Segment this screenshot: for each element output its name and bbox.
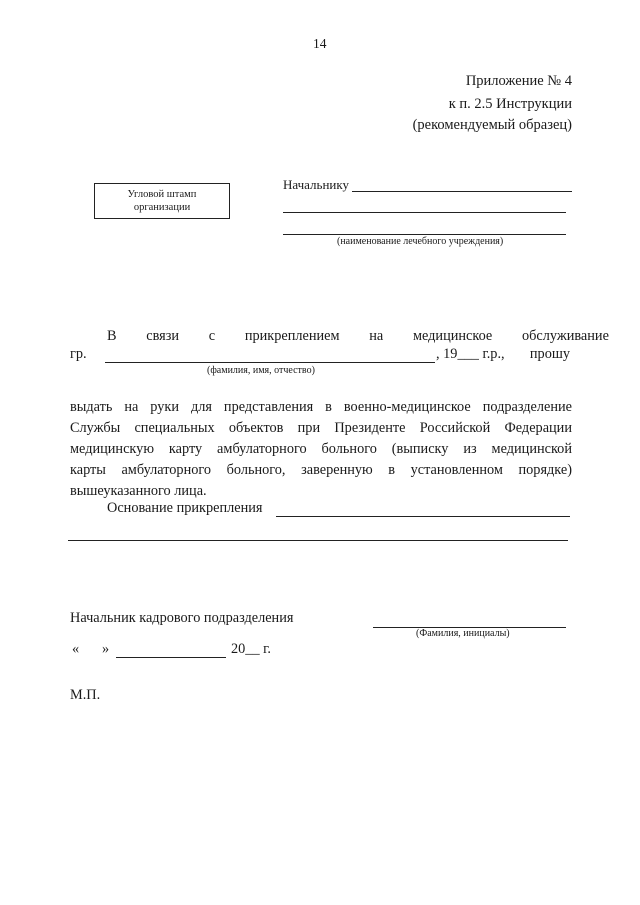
date-month-line[interactable] [116, 657, 226, 658]
word-7: обслуживание [521, 328, 609, 344]
citizen-prefix: гр. [70, 346, 87, 362]
request-first-line [107, 326, 609, 347]
citizen-name-line[interactable] [105, 362, 435, 363]
addressee-label: Начальнику [283, 177, 350, 192]
page-number: 14 [313, 36, 327, 51]
date-open-quote: « [72, 641, 80, 657]
body-line-5: вышеуказанного лица. [70, 483, 207, 499]
request-verb: прошу [529, 346, 570, 362]
appendix-note: (рекомендуемый образец) [412, 117, 572, 133]
signer-title: Начальник кадрового подразделения [70, 610, 294, 626]
word-3: с [208, 328, 216, 344]
word-4: прикреплением [244, 328, 340, 344]
basis-line-1[interactable] [276, 516, 570, 517]
word-6: медицинское [412, 328, 493, 344]
word-2: связи [146, 328, 180, 344]
date-year: 20__ г. [231, 641, 271, 657]
word-5: на [369, 328, 384, 344]
body-line-2: Службы специальных объектов при Президенте Российской Федерации [70, 420, 572, 436]
addressee-caption: (наименование лечебного учреждения) [337, 236, 504, 247]
basis-label: Основание прикрепления [107, 500, 263, 516]
addressee-line-2[interactable] [283, 212, 566, 213]
word-1: В [107, 328, 117, 344]
appendix-title: Приложение № 4 [465, 73, 572, 89]
corner-stamp-box [94, 183, 230, 219]
signer-name-caption: (Фамилия, инициалы) [416, 628, 510, 639]
birth-year-text: , 19___ г.р., [436, 346, 505, 362]
body-line-3: медицинскую карту амбулаторного больного (выписку из медицинской [70, 441, 572, 457]
stamp-line-2: организации [133, 202, 191, 213]
appendix-reference: к п. 2.5 Инструкции [448, 96, 572, 112]
addressee-line-1[interactable] [352, 191, 572, 192]
addressee-line-3[interactable] [283, 234, 566, 235]
citizen-name-caption: (фамилия, имя, отчество) [207, 365, 315, 376]
stamp-line-1: Угловой штамп [127, 189, 197, 200]
seal-place: М.П. [70, 687, 101, 703]
body-line-1: выдать на руки для представления в военно-медицинское подразделение [70, 399, 572, 415]
basis-line-2[interactable] [68, 540, 568, 541]
body-line-4: карты амбулаторного больного, заверенную в установленном порядке) [70, 462, 572, 478]
date-close-quote: » [102, 641, 110, 657]
